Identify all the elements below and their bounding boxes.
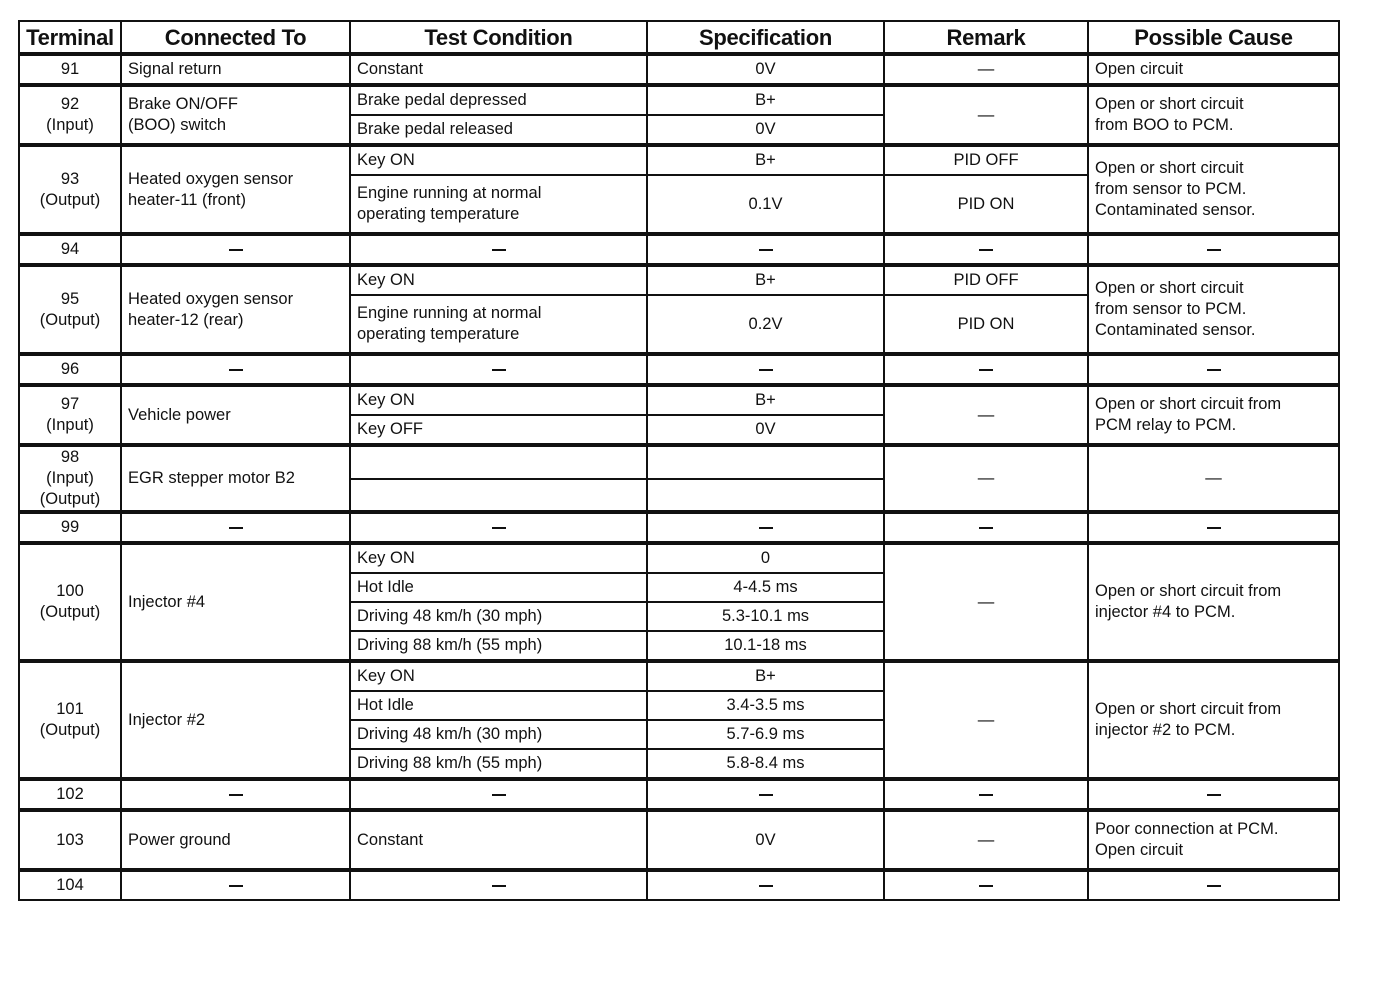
- test-condition-cell: [350, 445, 647, 479]
- test-condition-cell: Driving 88 km/h (55 mph): [350, 631, 647, 661]
- dash-mark: [979, 527, 993, 529]
- dash-mark: [1207, 369, 1221, 371]
- specification-cell: 5.3-10.1 ms: [647, 602, 884, 631]
- dash-mark: [492, 249, 506, 251]
- header-remark: Remark: [884, 21, 1088, 54]
- table-row: [19, 85, 1339, 115]
- specification-cell: [647, 445, 884, 479]
- terminal-cell: 99: [19, 512, 121, 543]
- table-row: [19, 234, 1339, 265]
- test-condition-cell: Brake pedal depressed: [350, 85, 647, 115]
- test-condition-cell: Constant: [350, 54, 647, 85]
- remark-cell: [884, 234, 1088, 265]
- table-row: [19, 354, 1339, 385]
- table-row: [19, 779, 1339, 810]
- remark-cell: —: [884, 445, 1088, 512]
- remark-cell: PID OFF: [884, 145, 1088, 175]
- test-condition-cell: Key OFF: [350, 415, 647, 445]
- dash-mark: [229, 794, 243, 796]
- test-condition-cell: [350, 779, 647, 810]
- dash-mark: [492, 885, 506, 887]
- specification-cell: [647, 234, 884, 265]
- specification-cell: 0.1V: [647, 175, 884, 234]
- remark-cell: [884, 870, 1088, 900]
- remark-cell: —: [884, 385, 1088, 445]
- dash-mark: [492, 794, 506, 796]
- possible-cause-cell: [1088, 779, 1339, 810]
- dash-mark: [492, 527, 506, 529]
- possible-cause-cell: Open or short circuit from injector #2 to PCM.: [1088, 661, 1339, 779]
- dash-mark: [1207, 885, 1221, 887]
- test-condition-cell: Key ON: [350, 661, 647, 691]
- dash-mark: [1207, 527, 1221, 529]
- test-condition-cell: Engine running at normal operating temperature: [350, 175, 647, 234]
- specification-cell: [647, 512, 884, 543]
- header-possible-cause: Possible Cause: [1088, 21, 1339, 54]
- header-row: [19, 21, 1339, 54]
- test-condition-cell: Driving 48 km/h (30 mph): [350, 602, 647, 631]
- test-condition-cell: Hot Idle: [350, 691, 647, 720]
- specification-cell: [647, 870, 884, 900]
- test-condition-cell: Constant: [350, 810, 647, 870]
- terminal-cell: 91: [19, 54, 121, 85]
- terminal-cell: 98 (Input) (Output): [19, 445, 121, 512]
- terminal-cell: 96: [19, 354, 121, 385]
- remark-cell: PID OFF: [884, 265, 1088, 295]
- specification-cell: B+: [647, 385, 884, 415]
- specification-cell: [647, 779, 884, 810]
- test-condition-cell: Brake pedal released: [350, 115, 647, 145]
- connected-to-cell: Injector #4: [121, 543, 350, 661]
- test-condition-cell: Key ON: [350, 385, 647, 415]
- table-row: [19, 512, 1339, 543]
- dash-mark: [759, 249, 773, 251]
- connected-to-cell: Heated oxygen sensor heater-11 (front): [121, 145, 350, 234]
- specification-cell: B+: [647, 265, 884, 295]
- test-condition-cell: [350, 354, 647, 385]
- test-condition-cell: Driving 88 km/h (55 mph): [350, 749, 647, 779]
- test-condition-cell: [350, 234, 647, 265]
- connected-to-cell: [121, 234, 350, 265]
- terminal-cell: 104: [19, 870, 121, 900]
- header-connected-to: Connected To: [121, 21, 350, 54]
- header-specification: Specification: [647, 21, 884, 54]
- test-condition-cell: Key ON: [350, 265, 647, 295]
- connected-to-cell: Signal return: [121, 54, 350, 85]
- test-condition-cell: Key ON: [350, 145, 647, 175]
- remark-cell: —: [884, 54, 1088, 85]
- remark-cell: [884, 354, 1088, 385]
- dash-mark: [759, 794, 773, 796]
- dash-mark: [979, 369, 993, 371]
- table-row: [19, 543, 1339, 573]
- specification-cell: B+: [647, 145, 884, 175]
- remark-cell: —: [884, 543, 1088, 661]
- possible-cause-cell: Open or short circuit from PCM relay to PCM.: [1088, 385, 1339, 445]
- dash-mark: [229, 369, 243, 371]
- specification-cell: 0: [647, 543, 884, 573]
- terminal-cell: 94: [19, 234, 121, 265]
- remark-cell: [884, 779, 1088, 810]
- possible-cause-cell: —: [1088, 445, 1339, 512]
- connected-to-cell: [121, 512, 350, 543]
- table-row: [19, 265, 1339, 295]
- dash-mark: [492, 369, 506, 371]
- table-row: [19, 661, 1339, 691]
- terminal-cell: 100 (Output): [19, 543, 121, 661]
- table-row: [19, 445, 1339, 479]
- possible-cause-cell: Open or short circuit from BOO to PCM.: [1088, 85, 1339, 145]
- connected-to-cell: Heated oxygen sensor heater-12 (rear): [121, 265, 350, 354]
- dash-mark: [229, 885, 243, 887]
- connected-to-cell: Injector #2: [121, 661, 350, 779]
- remark-cell: PID ON: [884, 295, 1088, 354]
- connected-to-cell: Power ground: [121, 810, 350, 870]
- test-condition-cell: Key ON: [350, 543, 647, 573]
- specification-cell: 0V: [647, 115, 884, 145]
- connected-to-cell: Brake ON/OFF (BOO) switch: [121, 85, 350, 145]
- specification-cell: B+: [647, 661, 884, 691]
- connected-to-cell: [121, 354, 350, 385]
- dash-mark: [1207, 249, 1221, 251]
- specification-cell: B+: [647, 85, 884, 115]
- terminal-cell: 93 (Output): [19, 145, 121, 234]
- terminal-cell: 95 (Output): [19, 265, 121, 354]
- header-terminal: Terminal: [19, 21, 121, 54]
- terminal-cell: 102: [19, 779, 121, 810]
- terminal-cell: 97 (Input): [19, 385, 121, 445]
- test-condition-cell: Engine running at normal operating temperature: [350, 295, 647, 354]
- terminal-cell: 101 (Output): [19, 661, 121, 779]
- table-row: [19, 385, 1339, 415]
- dash-mark: [979, 885, 993, 887]
- test-condition-cell: Hot Idle: [350, 573, 647, 602]
- specification-cell: 0V: [647, 54, 884, 85]
- specification-cell: 10.1-18 ms: [647, 631, 884, 661]
- specification-cell: [647, 479, 884, 513]
- dash-mark: [759, 885, 773, 887]
- possible-cause-cell: Open circuit: [1088, 54, 1339, 85]
- possible-cause-cell: [1088, 234, 1339, 265]
- connected-to-cell: Vehicle power: [121, 385, 350, 445]
- table-row: [19, 810, 1339, 870]
- connected-to-cell: EGR stepper motor B2: [121, 445, 350, 512]
- header-test-condition: Test Condition: [350, 21, 647, 54]
- dash-mark: [229, 249, 243, 251]
- specification-cell: 3.4-3.5 ms: [647, 691, 884, 720]
- remark-cell: PID ON: [884, 175, 1088, 234]
- specification-cell: 4-4.5 ms: [647, 573, 884, 602]
- test-condition-cell: [350, 479, 647, 513]
- specification-cell: 0V: [647, 415, 884, 445]
- remark-cell: [884, 512, 1088, 543]
- remark-cell: —: [884, 85, 1088, 145]
- test-condition-cell: [350, 870, 647, 900]
- connected-to-cell: [121, 779, 350, 810]
- terminal-cell: 103: [19, 810, 121, 870]
- possible-cause-cell: Open or short circuit from sensor to PCM. Contaminated sensor.: [1088, 265, 1339, 354]
- test-condition-cell: Driving 48 km/h (30 mph): [350, 720, 647, 749]
- remark-cell: —: [884, 810, 1088, 870]
- connected-to-cell: [121, 870, 350, 900]
- possible-cause-cell: Open or short circuit from sensor to PCM. Contaminated sensor.: [1088, 145, 1339, 234]
- terminal-cell: 92 (Input): [19, 85, 121, 145]
- specification-cell: 5.7-6.9 ms: [647, 720, 884, 749]
- dash-mark: [1207, 794, 1221, 796]
- table-row: [19, 145, 1339, 175]
- specification-cell: [647, 354, 884, 385]
- remark-cell: —: [884, 661, 1088, 779]
- specification-cell: 0V: [647, 810, 884, 870]
- specification-cell: 5.8-8.4 ms: [647, 749, 884, 779]
- dash-mark: [979, 249, 993, 251]
- possible-cause-cell: [1088, 870, 1339, 900]
- pcm-terminal-table-sheet: [18, 20, 1340, 901]
- dash-mark: [759, 369, 773, 371]
- dash-mark: [759, 527, 773, 529]
- possible-cause-cell: [1088, 512, 1339, 543]
- dash-mark: [979, 794, 993, 796]
- test-condition-cell: [350, 512, 647, 543]
- specification-cell: 0.2V: [647, 295, 884, 354]
- possible-cause-cell: Poor connection at PCM. Open circuit: [1088, 810, 1339, 870]
- possible-cause-cell: [1088, 354, 1339, 385]
- dash-mark: [229, 527, 243, 529]
- table-row: [19, 870, 1339, 900]
- pcm-terminal-table: [18, 20, 1340, 901]
- table-row: [19, 54, 1339, 85]
- possible-cause-cell: Open or short circuit from injector #4 to PCM.: [1088, 543, 1339, 661]
